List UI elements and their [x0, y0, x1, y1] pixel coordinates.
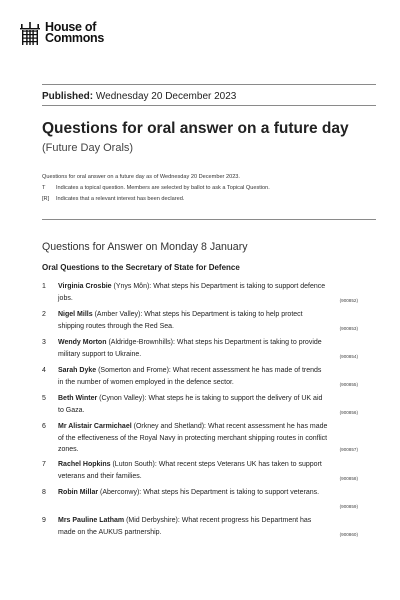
divider-published — [42, 105, 376, 106]
question-text-block — [58, 393, 328, 416]
question-number: 1 — [42, 283, 46, 290]
question-text-block — [58, 487, 328, 499]
question-text: What steps he is taking to support the delivery of UK aid to Gaza. — [58, 395, 323, 414]
legend-interest — [42, 194, 270, 205]
question-text-block — [58, 515, 328, 538]
question-number: 8 — [42, 489, 46, 496]
question-text: What recent steps Veterans UK has taken to support veterans and their families. — [58, 461, 322, 480]
question-number: 4 — [42, 367, 46, 374]
question-text: What steps his Department is taking to provide military support to Ukraine. — [58, 339, 322, 358]
question-text-block — [58, 281, 328, 304]
ministry-heading: Oral Questions to the Secretary of State for Defence — [42, 263, 240, 272]
question-reference: (900858) — [339, 476, 358, 481]
logo-wordmark — [45, 22, 104, 44]
question-reference: (900860) — [339, 532, 358, 537]
member-name: Rachel Hopkins — [58, 461, 111, 468]
logo-line-2: Commons — [45, 31, 105, 45]
question-text: What steps his Department is taking to support defence jobs. — [58, 283, 326, 302]
question-reference: (900857) — [339, 447, 358, 452]
legend-key: [R] — [42, 196, 50, 202]
published-date: Wednesday 20 December 2023 — [95, 91, 237, 102]
question-number: 5 — [42, 395, 46, 402]
legend-text: Indicates a topical question. Members are selected by ballot to ask a Topical Question. — [56, 185, 270, 191]
question-reference: (900855) — [339, 382, 358, 387]
question-text-block — [58, 337, 328, 360]
question-text-block — [58, 421, 328, 456]
question-number: 7 — [42, 461, 46, 468]
constituency: (Ynys Môn): — [113, 283, 152, 290]
published-line — [42, 91, 236, 102]
question-reference: (900852) — [339, 298, 358, 303]
intro-block — [42, 172, 270, 205]
constituency: (Orkney and Shetland): — [133, 423, 206, 430]
member-name: Beth Winter — [58, 395, 98, 402]
question-text: What steps his Department is taking to support veterans. — [143, 489, 320, 496]
document-title: Questions for oral answer on a future day — [42, 120, 349, 137]
member-name: Nigel Mills — [58, 311, 93, 318]
divider-top — [42, 84, 376, 85]
question-text-block — [58, 309, 328, 332]
logo-line-1: House of — [45, 20, 97, 34]
question-reference: (900853) — [339, 326, 358, 331]
question-reference: (900856) — [339, 410, 358, 415]
constituency: (Somerton and Frome): — [98, 367, 171, 374]
constituency: (Luton South): — [112, 461, 157, 468]
constituency: (Amber Valley): — [94, 311, 143, 318]
question-number: 9 — [42, 517, 46, 524]
constituency: (Aldridge-Brownhills): — [108, 339, 175, 346]
question-reference: (900854) — [339, 354, 358, 359]
constituency: (Aberconwy): — [100, 489, 142, 496]
member-name: Wendy Morton — [58, 339, 107, 346]
divider-intro — [42, 219, 376, 220]
section-heading: Questions for Answer on Monday 8 January — [42, 241, 248, 253]
question-text: What recent assessment he has made of trends in the number of women employed in the defence sector. — [58, 367, 322, 386]
question-number: 3 — [42, 339, 46, 346]
published-label: Published: — [42, 91, 94, 102]
member-name: Mrs Pauline Latham — [58, 517, 125, 524]
member-name: Virginia Crosbie — [58, 283, 112, 290]
question-text-block — [58, 459, 328, 482]
question-number: 6 — [42, 423, 46, 430]
member-name: Sarah Dyke — [58, 367, 97, 374]
legend-topical — [42, 183, 270, 194]
question-text: What recent assessment he has made of the effectiveness of the Royal Navy in protecting merchant shipping routes in conflict zones. — [58, 423, 328, 453]
question-text: What steps his Department is taking to help protect shipping routes through the Red Sea. — [58, 311, 303, 330]
question-reference: (900859) — [339, 504, 358, 509]
question-number: 2 — [42, 311, 46, 318]
question-text: What recent progress his Department has made on the AUKUS partnership. — [58, 517, 312, 536]
house-of-commons-logo — [20, 22, 104, 46]
document-subtitle: (Future Day Orals) — [42, 142, 134, 154]
constituency: (Mid Derbyshire): — [126, 517, 180, 524]
legend-key: T — [42, 185, 46, 191]
constituency: (Cynon Valley): — [99, 395, 147, 402]
portcullis-icon — [20, 22, 40, 46]
member-name: Mr Alistair Carmichael — [58, 423, 132, 430]
question-text-block — [58, 365, 328, 388]
member-name: Robin Millar — [58, 489, 99, 496]
intro-line: Questions for oral answer on a future day as of Wednesday 20 December 2023. — [42, 174, 240, 180]
legend-text: Indicates that a relevant interest has been declared. — [56, 196, 185, 202]
